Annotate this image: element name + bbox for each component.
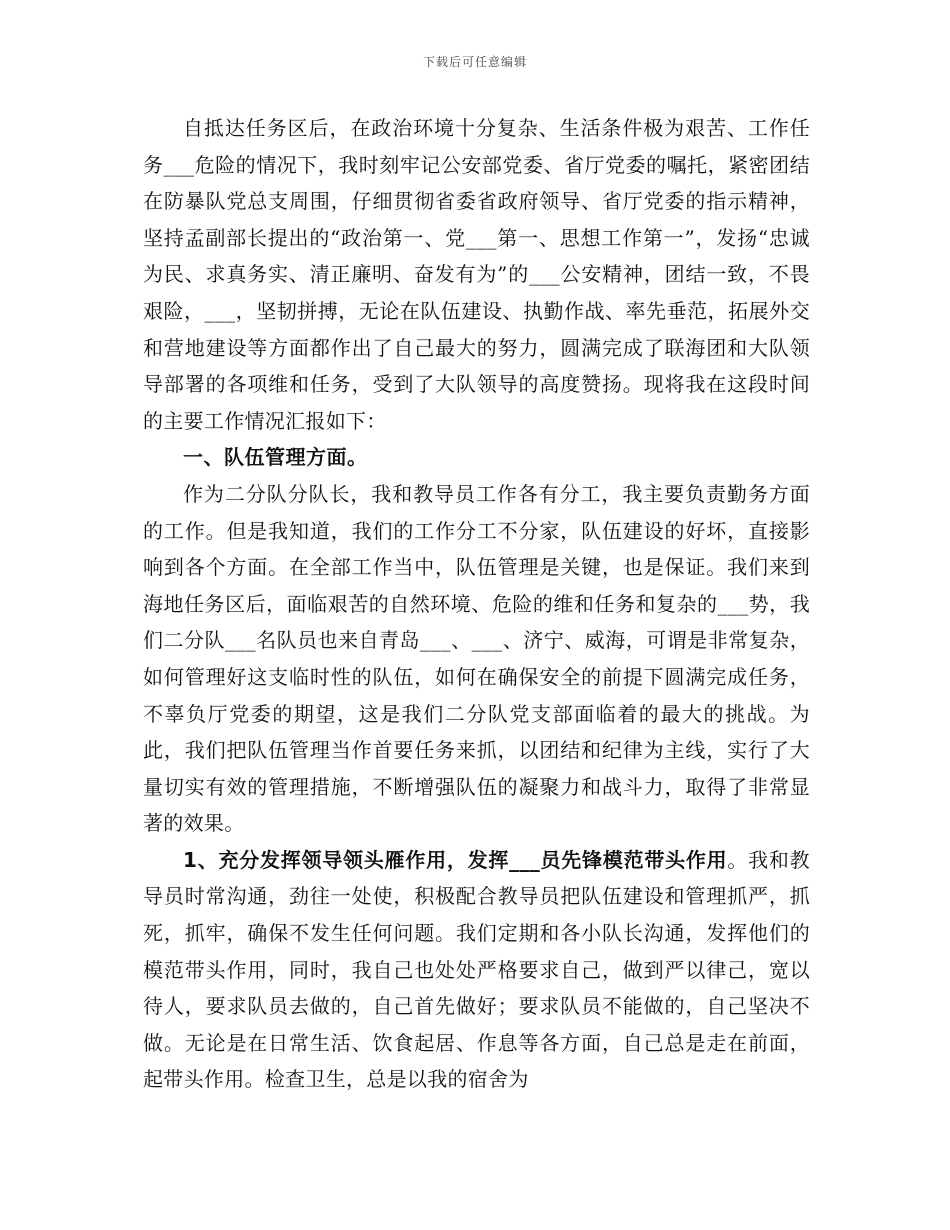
page-header-note: 下载后可任意编辑 (422, 55, 527, 69)
paragraph-body-text: 。我和教导员时常沟通，劲往一处使，积极配合教导员把队伍建设和管理抓严，抓死，抓牢，确保不发生任何问题。我们定期和各小队长沟通，发挥他们的模范带头作用，同时，我自己也处处严格要求自己，做到严以律己，宽以待人，要求队员去做的，自己首先做好；要求队员不能做的，自己坚决不做。无论是在日常生活、饮食起居、作息等各方面，自己总是走在前面，起带头作用。检查卫生，总是以我的宿舍为 (143, 847, 810, 1092)
section-heading-team-management: 一、队伍管理方面。 (183, 445, 368, 470)
paragraph-intro: 自抵达任务区后，在政治环境十分复杂、生活条件极为艰苦、工作任务___危险的情况下，我时刻牢记公安部党委、省厅党委的嘱托，紧密团结在防暴队党总支周围，仔细贯彻省委省政府领导、省厅党委的指示精神，坚持孟副部长提出的“政治第一、党___第一、思想工作第一”，发扬“忠诚为民、求真务实、清正廉明、奋发有为”的___公安精神，团结一致，不畏艰险，___，坚韧拼搏，无论在队伍建设、执勤作战、率先垂范，拓展外交和营地建设等方面都作出了自己最大的努力，圆满完成了联海团和大队领导部署的各项维和任务，受到了大队领导的高度赞扬。现将我在这段时间的主要工作情况汇报如下： (143, 116, 810, 433)
paragraph-team-management: 作为二分队分队长，我和教导员工作各有分工，我主要负责勤务方面的工作。但是我知道，我们的工作分工不分家，队伍建设的好坏，直接影响到各个方面。在全部工作当中，队伍管理是关键，也是保证。我们来到海地任务区后，面临艰苦的自然环境、危险的维和任务和复杂的___势，我们二分队___名队员也来自青岛___、___、济宁、威海，可谓是非常复杂，如何管理好这支临时性的队伍，如何在确保安全的前提下圆满完成任务，不辜负厅党委的期望，这是我们二分队党支部面临着的最大的挑战。为此，我们把队伍管理当作首要任务来抓，以团结和纪律为主线，实行了大量切实有效的管理措施，不断增强队伍的凝聚力和战斗力，取得了非常显著的效果。 (143, 481, 810, 836)
paragraph-leadership-role (143, 842, 810, 1098)
paragraph-lead-bold: 1、充分发挥领导领头雁作用，发挥___员先锋模范带头作用 (183, 847, 728, 872)
document-body (143, 110, 810, 1098)
